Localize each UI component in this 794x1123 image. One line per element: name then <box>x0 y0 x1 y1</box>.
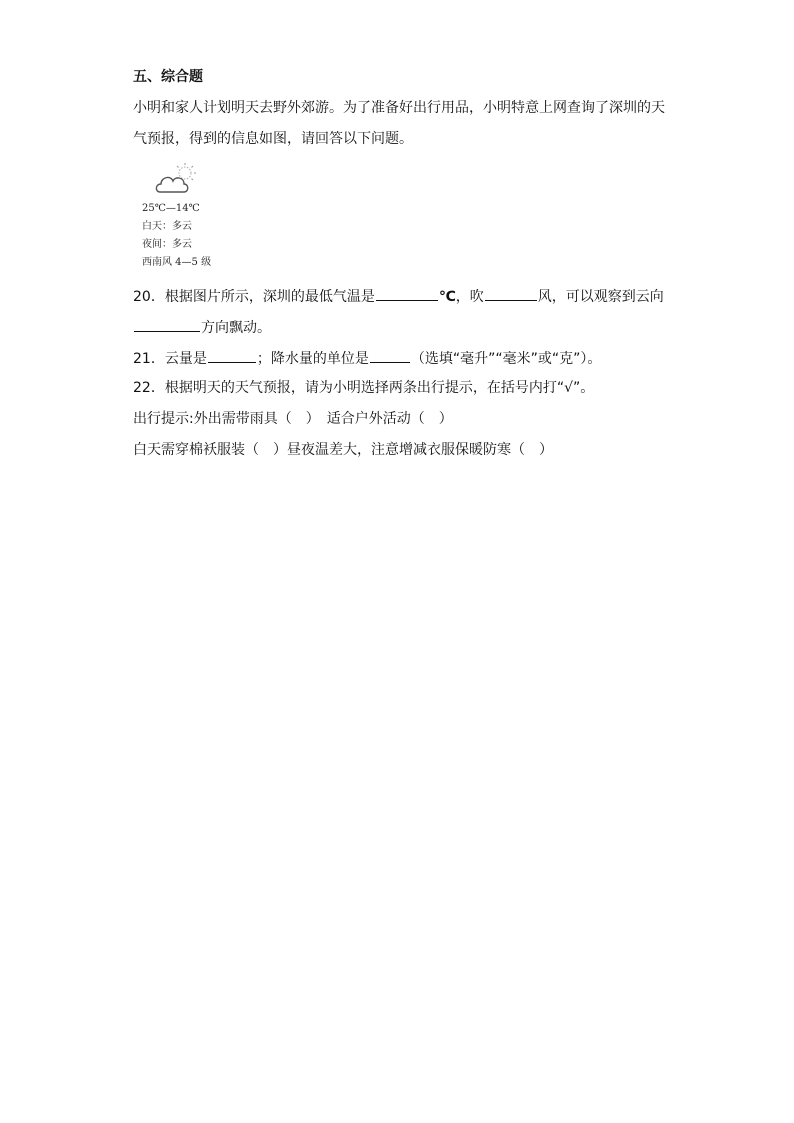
q21-cloud-amount-blank[interactable] <box>208 348 256 363</box>
forecast-temperature: 25℃—14℃ <box>142 203 200 214</box>
q20-wind-blank[interactable] <box>485 286 537 301</box>
q20-prefix: 20．根据图片所示，深圳的最低气温是 <box>133 289 375 305</box>
question-22: 22．根据明天的天气预报，请为小明选择两条出行提示，在括号内打“√”。 <box>133 380 595 396</box>
tips-line-2: 白天需穿棉袄服装（ ）昼夜温差大，注意增减衣服保暖防寒（ ） <box>133 442 553 458</box>
q21-mid: ；降水量的单位是 <box>256 351 369 367</box>
q20-unit: ℃ <box>438 289 456 305</box>
question-20-line-2 <box>133 317 271 337</box>
section-title: 五、综合题 <box>133 69 203 85</box>
q20-lowest-temp-blank[interactable] <box>376 286 438 301</box>
q20-direction-blank[interactable] <box>134 317 200 332</box>
partly-cloudy-icon <box>154 162 200 196</box>
forecast-wind: 西南风 4—5 级 <box>142 257 212 268</box>
q21-unit-blank[interactable] <box>370 348 410 363</box>
intro-line-2: 气预报，得到的信息如图，请回答以下问题。 <box>133 131 413 147</box>
forecast-daytime: 白天：多云 <box>142 221 192 232</box>
q20-suffix: 方向飘动。 <box>201 320 271 336</box>
q21-suffix: （选填“毫升”“毫米”或“克”）。 <box>410 351 602 367</box>
intro-line-1: 小明和家人计划明天去野外郊游。为了准备好出行用品，小明特意上网查询了深圳的天 <box>133 100 665 116</box>
weather-forecast-card <box>140 160 240 275</box>
forecast-night: 夜间：多云 <box>142 239 192 250</box>
question-20-line-1 <box>133 286 664 306</box>
q21-prefix: 21．云量是 <box>133 351 207 367</box>
q20-mid: ，吹 <box>455 289 484 305</box>
q20-after-wind: 风，可以观察到云向 <box>537 289 664 305</box>
tips-line-1: 出行提示:外出需带雨具（ ） 适合户外活动（ ） <box>133 411 453 427</box>
question-21 <box>133 348 601 368</box>
